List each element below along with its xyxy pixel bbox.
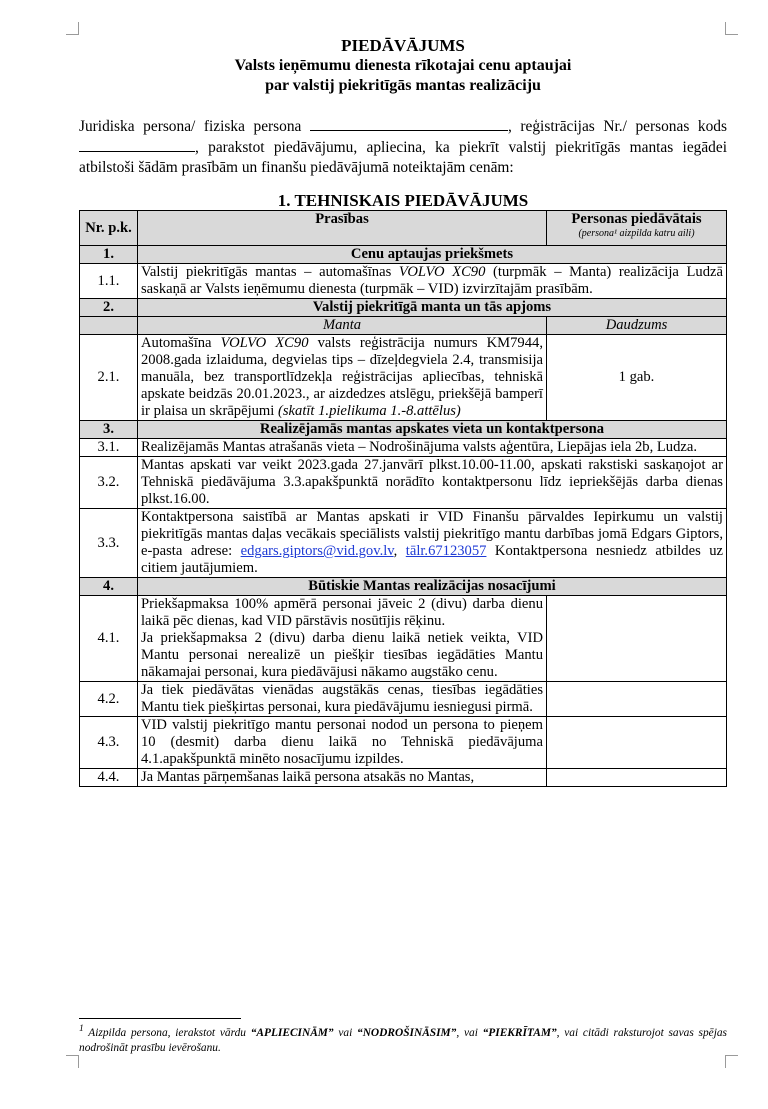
row-text: VID valstij piekritīgo mantu personai nodod un persona to pieņem 10 (desmit) darba dienu laikā no Tehniskā piedāvājuma 4.1.apakšpunktā minēto nosacījumu izpildes. [138,717,547,769]
attachment-reference: (skatīt 1.pielikuma 1.-8.attēlus) [278,403,461,419]
row-text: Kontaktpersona saistībā ar Mantas apskati ir VID Finanšu pārvaldes Iepirkumu un valstij piekritīgās mantas daļas vecākais speciālists valstij piekritīgo mantu darbības jomā Edgars Giptors, e-pasta adrese: edgars.giptors@vid.gov.lv, tālr.67123057 Kontaktpersona nesniedz atbildes uz citiem jautājumiem. [138,509,727,578]
table-row [80,457,727,509]
offer-input-cell[interactable] [547,596,727,682]
header-nr: Nr. p.k. [80,211,138,246]
section-heading: Cenu aptaujas priekšmets [138,246,727,264]
section-row-2 [80,299,727,317]
intro-text-1: Juridiska persona/ fiziska persona [79,118,302,135]
row-text: Valstij piekritīgās mantas – automašīnas VOLVO XC90 (turpmāk – Manta) realizācija Ludzā saskaņā ar Valsts ieņēmumu dienesta (turpmāk – VID) izvirzītajām prasībām. [138,264,727,299]
contact-email-link[interactable]: edgars.giptors@vid.gov.lv [240,543,394,559]
row-nr: 4.4. [80,769,138,787]
section-row-4 [80,578,727,596]
header-offer [547,211,727,246]
section-row-1 [80,246,727,264]
table-row [80,717,727,769]
table-row [80,439,727,457]
subheader-row [80,317,727,335]
intro-text-3: , parakstot piedāvājumu, apliecina, ka piekrīt valstij piekritīgās mantas iegādei atbilstoši šādām prasībām un finanšu piedāvājumā noteiktajām cenām: [79,139,727,176]
document-subtitle-1: Valsts ieņēmumu dienesta rīkotajai cenu aptaujai [234,57,572,74]
row-text: Ja tiek piedāvātas vienādas augstākās cenas, tiesības iegādāties Mantu tiek piešķirtas personai, kura piedāvājumu iesniegusi pirmā. [138,682,547,717]
technical-offer-table [79,210,727,787]
section-heading: Valstij piekritīgā manta un tās apjoms [138,299,727,317]
crop-mark-top-left [66,22,79,35]
section-title: 1. TEHNISKAIS PIEDĀVĀJUMS [277,191,529,210]
subheader-daudzums: Daudzums [547,317,727,335]
table-row [80,769,727,787]
document-title: PIEDĀVĀJUMS [341,36,465,55]
section-row-3 [80,421,727,439]
row-nr: 1.1. [80,264,138,299]
section-nr: 3. [80,421,138,439]
document-page [79,36,727,787]
row-nr: 4.2. [80,682,138,717]
intro-text-2: , reģistrācijas Nr./ personas kods [507,118,727,135]
section-heading: Realizējamās mantas apskates vieta un kontaktpersona [138,421,727,439]
section-nr: 4. [80,578,138,596]
table-header-row [80,211,727,246]
row-text: Realizējamās Mantas atrašanās vieta – Nodrošinājuma valsts aģentūra, Liepājas iela 2b, Ludza. [138,439,727,457]
registration-code-blank[interactable] [79,137,195,152]
footnote: $^1$ Aizpilda persona, ierakstot vārdu “APLIECINĀM” vai “NODROŠINĀSIM”, vai “PIEKRĪTAM”, vai citādi raksturojot savas spējas nodrošināt prasību ievērošanu. [79,1024,727,1054]
offer-input-cell[interactable] [547,717,727,769]
header-offer-label: Personas piedāvātais [571,211,702,227]
subheader-manta: Manta [138,317,547,335]
table-row [80,335,727,421]
row-nr: 4.1. [80,596,138,682]
table-row [80,596,727,682]
crop-mark-top-right [725,22,738,35]
row-text: Ja Mantas pārņemšanas laikā persona atsakās no Mantas, [138,769,547,787]
vehicle-model: VOLVO XC90 [220,335,309,351]
row-text: Priekšapmaksa 100% apmērā personai jāveic 2 (divu) darba dienu laikā pēc dienas, kad VID pārstāvis nosūtījis rēķinu. Ja priekšapmaksa 2 (divu) darba dienu laikā netiek veikta, VID Mantu personai nerealizē un piešķir tiesības iegādāties Mantu nākamajai personai, kura piedāvājusi nākamo augstāko cenu. [138,596,547,682]
footnote-mark: 1 [79,1024,84,1034]
document-header [79,36,727,96]
row-text: Automašīna VOLVO XC90 valsts reģistrācija numurs KM7944, 2008.gada izlaiduma, degvielas tips – dīzeļdegviela 2.4, transmisija manuāla, bez transportlīdzekļa reģistrācijas apliecības, tehniskā apskate beidzās 20.01.2023., ar aizdedzes atslēgu, priekšējā bamperī ir plaisa un skrāpējumi (skatīt 1.pielikuma 1.-8.attēlus) [138,335,547,421]
crop-mark-bottom-right [725,1055,738,1068]
table-row [80,509,727,578]
crop-mark-bottom-left [66,1055,79,1068]
person-name-blank[interactable] [310,116,508,131]
offer-input-cell[interactable] [547,769,727,787]
subheader-empty [80,317,138,335]
row-nr: 3.2. [80,457,138,509]
vehicle-model: VOLVO XC90 [398,264,486,280]
row-nr: 4.3. [80,717,138,769]
header-requirements: Prasības [138,211,547,246]
row-nr: 3.3. [80,509,138,578]
footnote-separator [79,1018,241,1019]
section-nr: 2. [80,299,138,317]
table-row [80,682,727,717]
section-heading: Būtiskie Mantas realizācijas nosacījumi [138,578,727,596]
row-text: Mantas apskati var veikt 2023.gada 27.janvārī plkst.10.00-11.00, apskati rakstiski saskaņojot ar Tehniskā piedāvājuma 3.3.apakšpunktā norādīto kontaktpersonu līdz iepriekšējās darba dienas plkst.16.00. [138,457,727,509]
quantity-cell: 1 gab. [547,335,727,421]
row-nr: 2.1. [80,335,138,421]
header-offer-note: (persona¹ aizpilda katru aili) [578,228,695,239]
intro-paragraph [79,116,727,178]
row-nr: 3.1. [80,439,138,457]
table-row [80,264,727,299]
section-nr: 1. [80,246,138,264]
document-subtitle-2: par valstij piekritīgās mantas realizāciju [265,77,541,94]
contact-phone-link[interactable]: tālr.67123057 [405,543,487,559]
offer-input-cell[interactable] [547,682,727,717]
